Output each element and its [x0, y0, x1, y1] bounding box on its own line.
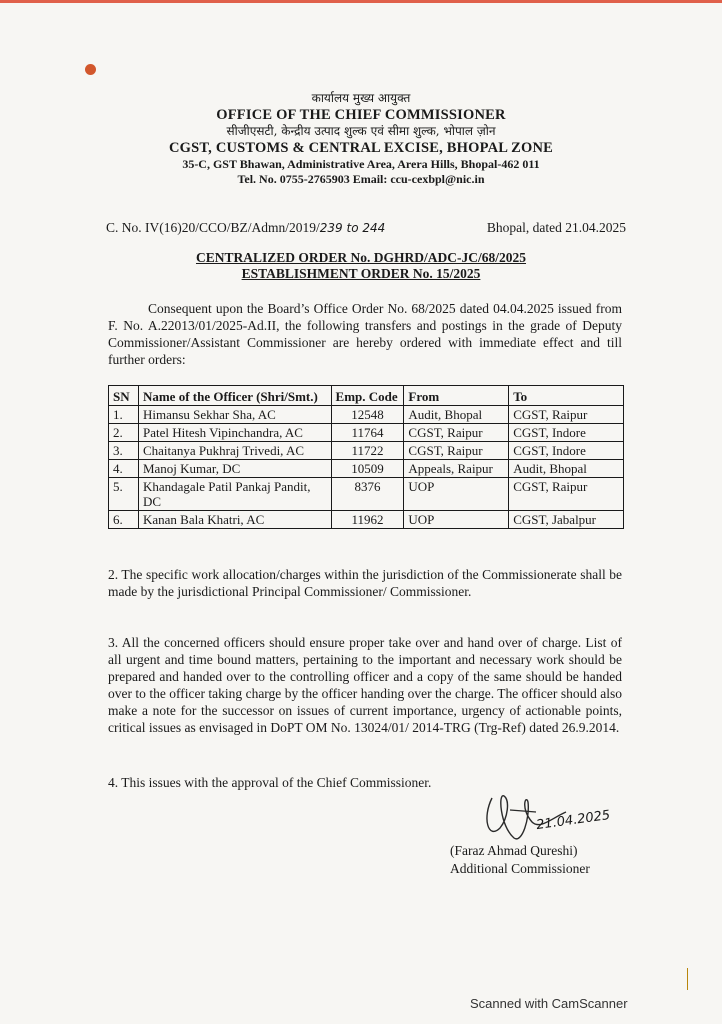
zone-title: CGST, CUSTOMS & CENTRAL EXCISE, BHOPAL ZONE: [168, 140, 554, 157]
paragraph-3: 3. All the concerned officers should ensure proper take over and hand over of charge. List of all urgent and time bound matters, pertaining to the important and necessary work should be prepared and handed over to the controlling officer and a copy of the same should be handed over to the officer taking charge by the officer handing over the charge. The officer should also make a note for the successor on issues of current importance, urgency of actionable points, critical issues as envisaged in DoPT OM No. 13024/01/ 2014-TRG (Trg-Ref) dated 26.9.2014.: [108, 635, 622, 735]
cell-name: Manoj Kumar, DC: [138, 460, 331, 478]
header-sn: SN: [109, 386, 139, 406]
cell-sn: 5.: [109, 478, 139, 511]
cell-sn: 3.: [109, 442, 139, 460]
cell-to: CGST, Raipur: [509, 406, 624, 424]
cell-to: CGST, Indore: [509, 442, 624, 460]
letterhead: [0, 91, 722, 187]
table-row: [109, 406, 624, 424]
cell-from: Appeals, Raipur: [404, 460, 509, 478]
file-number: [106, 220, 385, 236]
cell-to: CGST, Raipur: [509, 478, 624, 511]
hindi-office-title: कार्यालय मुख्य आयुक्त: [311, 91, 411, 105]
cell-from: UOP: [404, 478, 509, 511]
signatory-block: [450, 842, 590, 878]
centralized-order-title: CENTRALIZED ORDER No. DGHRD/ADC-JC/68/2025: [195, 250, 527, 265]
order-titles: [0, 250, 722, 282]
header-from: From: [404, 386, 509, 406]
cell-emp-code: 11962: [331, 511, 404, 529]
page-edge-mark: [687, 968, 688, 990]
top-accent-bar: [0, 0, 722, 3]
signature-date: 21.04.2025: [535, 807, 612, 834]
cell-name: Himansu Sekhar Sha, AC: [138, 406, 331, 424]
cell-sn: 1.: [109, 406, 139, 424]
scanner-watermark: Scanned with CamScanner: [470, 996, 628, 1011]
cell-from: Audit, Bhopal: [404, 406, 509, 424]
header-to: To: [509, 386, 624, 406]
cell-emp-code: 12548: [331, 406, 404, 424]
handwritten-range: 239 to 244: [319, 221, 386, 235]
cell-emp-code: 8376: [331, 478, 404, 511]
punch-mark: [85, 64, 96, 75]
cell-from: CGST, Raipur: [404, 424, 509, 442]
cell-to: CGST, Indore: [509, 424, 624, 442]
table-row: [109, 442, 624, 460]
hindi-zone-title: सीजीएसटी, केन्द्रीय उत्पाद शुल्क एवं सीमा शुल्क, भोपाल ज़ोन: [226, 124, 496, 139]
cell-sn: 2.: [109, 424, 139, 442]
cell-sn: 4.: [109, 460, 139, 478]
header-name: Name of the Officer (Shri/Smt.): [138, 386, 331, 406]
table-row: [109, 478, 624, 511]
cell-to: Audit, Bhopal: [509, 460, 624, 478]
paragraph-2: 2. The specific work allocation/charges within the jurisdiction of the Commissionerate shall be made by the jurisdictional Principal Commissioner/ Commissioner.: [108, 567, 622, 599]
cell-from: UOP: [404, 511, 509, 529]
cell-to: CGST, Jabalpur: [509, 511, 624, 529]
signatory-name: (Faraz Ahmad Qureshi): [450, 843, 578, 858]
file-number-text: C. No. IV(16)20/CCO/BZ/Admn/2019/: [106, 220, 320, 235]
table-header-row: [109, 386, 624, 406]
paragraph-1: Consequent upon the Board’s Office Order No. 68/2025 dated 04.04.2025 issued from F. No. A.22013/01/2025-Ad.II, the following transfers and postings in the grade of Deputy Commissioner/Assistant Commissioner are hereby ordered with immediate effect and till further orders:: [108, 301, 622, 367]
cell-sn: 6.: [109, 511, 139, 529]
establishment-order-title: ESTABLISHMENT ORDER No. 15/2025: [241, 266, 481, 282]
cell-from: CGST, Raipur: [404, 442, 509, 460]
office-contact: Tel. No. 0755-2765903 Email: ccu-cexbpl@nic.in: [237, 172, 485, 187]
office-title: OFFICE OF THE CHIEF COMMISSIONER: [216, 107, 506, 123]
place-date: Bhopal, dated 21.04.2025: [486, 220, 626, 235]
cell-emp-code: 10509: [331, 460, 404, 478]
signatory-designation: Additional Commissioner: [450, 861, 590, 876]
transfer-table: [108, 385, 624, 529]
table-row: [109, 460, 624, 478]
cell-name: Patel Hitesh Vipinchandra, AC: [138, 424, 331, 442]
header-emp-code: Emp. Code: [331, 386, 404, 406]
table-row: [109, 424, 624, 442]
office-address: 35-C, GST Bhawan, Administrative Area, Arera Hills, Bhopal-462 011: [182, 157, 540, 172]
cell-name: Khandagale Patil Pankaj Pandit, DC: [138, 478, 331, 511]
paragraph-4: 4. This issues with the approval of the Chief Commissioner.: [108, 775, 432, 790]
table-row: [109, 511, 624, 529]
cell-name: Chaitanya Pukhraj Trivedi, AC: [138, 442, 331, 460]
cell-name: Kanan Bala Khatri, AC: [138, 511, 331, 529]
cell-emp-code: 11722: [331, 442, 404, 460]
cell-emp-code: 11764: [331, 424, 404, 442]
